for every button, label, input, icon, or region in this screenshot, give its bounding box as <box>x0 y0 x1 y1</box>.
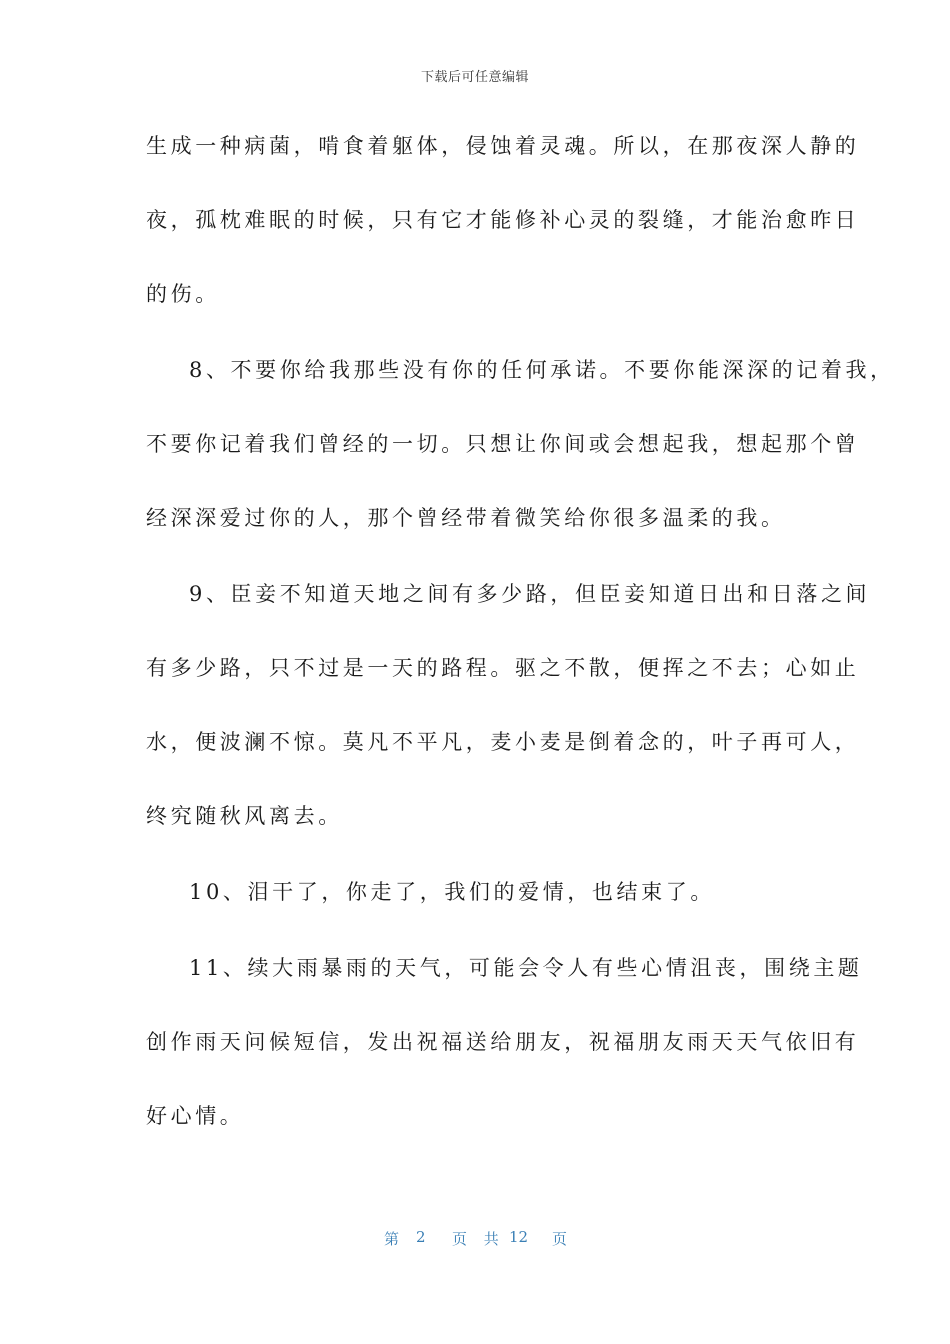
footer-total-pages: 12 <box>509 1228 529 1246</box>
body-line: 创作雨天问候短信，发出祝福送给朋友，祝福朋友雨天天气依旧有 <box>146 1030 860 1054</box>
body-line: 生成一种病菌，啃食着躯体，侵蚀着灵魂。所以，在那夜深人静的 <box>146 134 860 158</box>
body-line: 不要你记着我们曾经的一切。只想让你间或会想起我，想起那个曾 <box>146 432 860 456</box>
paragraph-11-start: 11、续大雨暴雨的天气，可能会令人有些心情沮丧，围绕主题 <box>189 956 863 980</box>
body-line: 好心情。 <box>146 1104 245 1128</box>
body-line: 水，便波澜不惊。莫凡不平凡，麦小麦是倒着念的，叶子再可人， <box>146 730 860 754</box>
body-line: 有多少路，只不过是一天的路程。驱之不散，便挥之不去；心如止 <box>146 656 860 680</box>
paragraph-9-start: 9、臣妾不知道天地之间有多少路，但臣妾知道日出和日落之间 <box>189 582 871 606</box>
body-line: 的伤。 <box>146 282 220 306</box>
footer-label-pages: 页 <box>552 1230 568 1248</box>
body-line: 夜，孤枕难眠的时候，只有它才能修补心灵的裂缝，才能治愈昨日 <box>146 208 860 232</box>
footer-label-of: 页 共 <box>452 1230 505 1248</box>
footer-label-page: 第 <box>384 1230 400 1248</box>
paragraph-8-start: 8、不要你给我那些没有你的任何承诺。不要你能深深的记着我， <box>189 358 895 382</box>
paragraph-10: 10、泪干了，你走了，我们的爱情，也结束了。 <box>189 880 715 904</box>
footer-current-page: 2 <box>416 1228 426 1246</box>
body-line: 终究随秋风离去。 <box>146 804 343 828</box>
page-header: 下载后可任意编辑 <box>420 70 529 85</box>
body-line: 经深深爱过你的人，那个曾经带着微笑给你很多温柔的我。 <box>146 506 786 530</box>
